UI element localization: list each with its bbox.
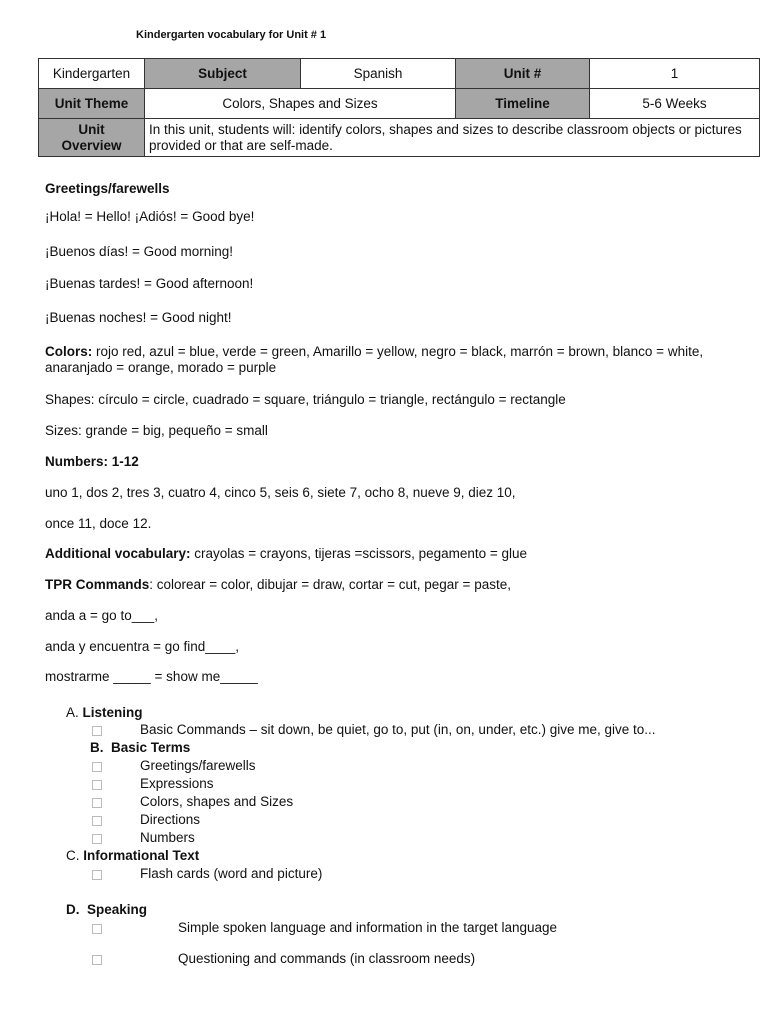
checkbox-bullet-icon (92, 870, 102, 880)
page-title: Kindergarten vocabulary for Unit # 1 (136, 29, 327, 41)
greeting-line: ¡Hola! = Hello! ¡Adiós! = Good bye! (45, 209, 255, 224)
overview-label-line1: Unit (78, 121, 105, 137)
greeting-line: ¡Buenas noches! = Good night! (45, 310, 232, 325)
overview-text: In this unit, students will: identify colors, shapes and sizes to describe classroom objects or pictures provided or that are self-made. (145, 119, 760, 157)
greeting-line: ¡Buenos días! = Good morning! (45, 244, 233, 259)
greetings-heading: Greetings/farewells (45, 181, 170, 196)
tpr-text: : colorear = color, dibujar = draw, cortar = cut, pegar = paste, (149, 577, 511, 592)
outline-heading: Basic Terms (111, 740, 191, 755)
checkbox-bullet-icon (92, 834, 102, 844)
additional-label: Additional vocabulary: (45, 546, 191, 561)
timeline-value: 5-6 Weeks (590, 89, 760, 119)
outline-marker: D. (66, 902, 80, 917)
unit-value: 1 (590, 59, 760, 89)
list-item: Numbers (140, 830, 195, 845)
outline-heading: Speaking (87, 902, 148, 917)
shapes-line: Shapes: círculo = circle, cuadrado = square, triángulo = triangle, rectángulo = rectangle (45, 392, 566, 407)
checkbox-bullet-icon (92, 726, 102, 736)
subject-value: Spanish (301, 59, 456, 89)
tpr-line: mostrarme _____ = show me_____ (45, 669, 258, 684)
list-item: Simple spoken language and information in the target language (178, 920, 558, 935)
list-item: Colors, shapes and Sizes (140, 794, 294, 809)
table-row (39, 59, 760, 89)
colors-text: rojo red, azul = blue, verde = green, Amarillo = yellow, negro = black, marrón = brown, blanco = white, anaranjado = orange, morado = purple (45, 344, 704, 375)
checkbox-bullet-icon (92, 924, 102, 934)
greeting-line: ¡Buenas tardes! = Good afternoon! (45, 276, 254, 291)
checkbox-bullet-icon (92, 798, 102, 808)
numbers-line: once 11, doce 12. (45, 516, 152, 531)
table-row (39, 89, 760, 119)
checkbox-bullet-icon (92, 816, 102, 826)
list-item: Greetings/farewells (140, 758, 256, 773)
outline-marker: A. (66, 705, 79, 720)
list-item: Flash cards (word and picture) (140, 866, 323, 881)
table-row (39, 119, 760, 157)
unit-info-table (38, 58, 760, 157)
tpr-line: anda a = go to___, (45, 608, 158, 623)
timeline-label: Timeline (456, 89, 590, 119)
outline-marker: B. (90, 740, 104, 755)
additional-text: crayolas = crayons, tijeras =scissors, pegamento = glue (190, 546, 528, 561)
subject-label: Subject (145, 59, 301, 89)
additional-vocab-line (45, 546, 527, 561)
checkbox-bullet-icon (92, 780, 102, 790)
numbers-heading: Numbers: 1-12 (45, 454, 139, 469)
colors-paragraph (45, 344, 735, 376)
grade-cell: Kindergarten (39, 59, 145, 89)
outline-heading: Informational Text (83, 848, 200, 863)
colors-label: Colors: (45, 344, 93, 359)
tpr-label: TPR Commands (45, 577, 150, 592)
checkbox-bullet-icon (92, 762, 102, 772)
overview-label-line2: Overview (61, 137, 122, 153)
checkbox-bullet-icon (92, 955, 102, 965)
numbers-line: uno 1, dos 2, tres 3, cuatro 4, cinco 5, seis 6, siete 7, ocho 8, nueve 9, diez 10, (45, 485, 516, 500)
tpr-line (45, 577, 511, 592)
list-item: Questioning and commands (in classroom needs) (178, 951, 476, 966)
outline-marker: C. (66, 848, 80, 863)
list-item: Expressions (140, 776, 214, 791)
overview-label (39, 119, 145, 157)
list-item: Directions (140, 812, 201, 827)
tpr-line: anda y encuentra = go find____, (45, 639, 240, 654)
sizes-line: Sizes: grande = big, pequeño = small (45, 423, 268, 438)
theme-value: Colors, Shapes and Sizes (145, 89, 456, 119)
outline-heading: Listening (82, 705, 143, 720)
unit-label: Unit # (456, 59, 590, 89)
theme-label: Unit Theme (39, 89, 145, 119)
list-item: Basic Commands – sit down, be quiet, go to, put (in, on, under, etc.) give me, give to... (140, 722, 656, 737)
